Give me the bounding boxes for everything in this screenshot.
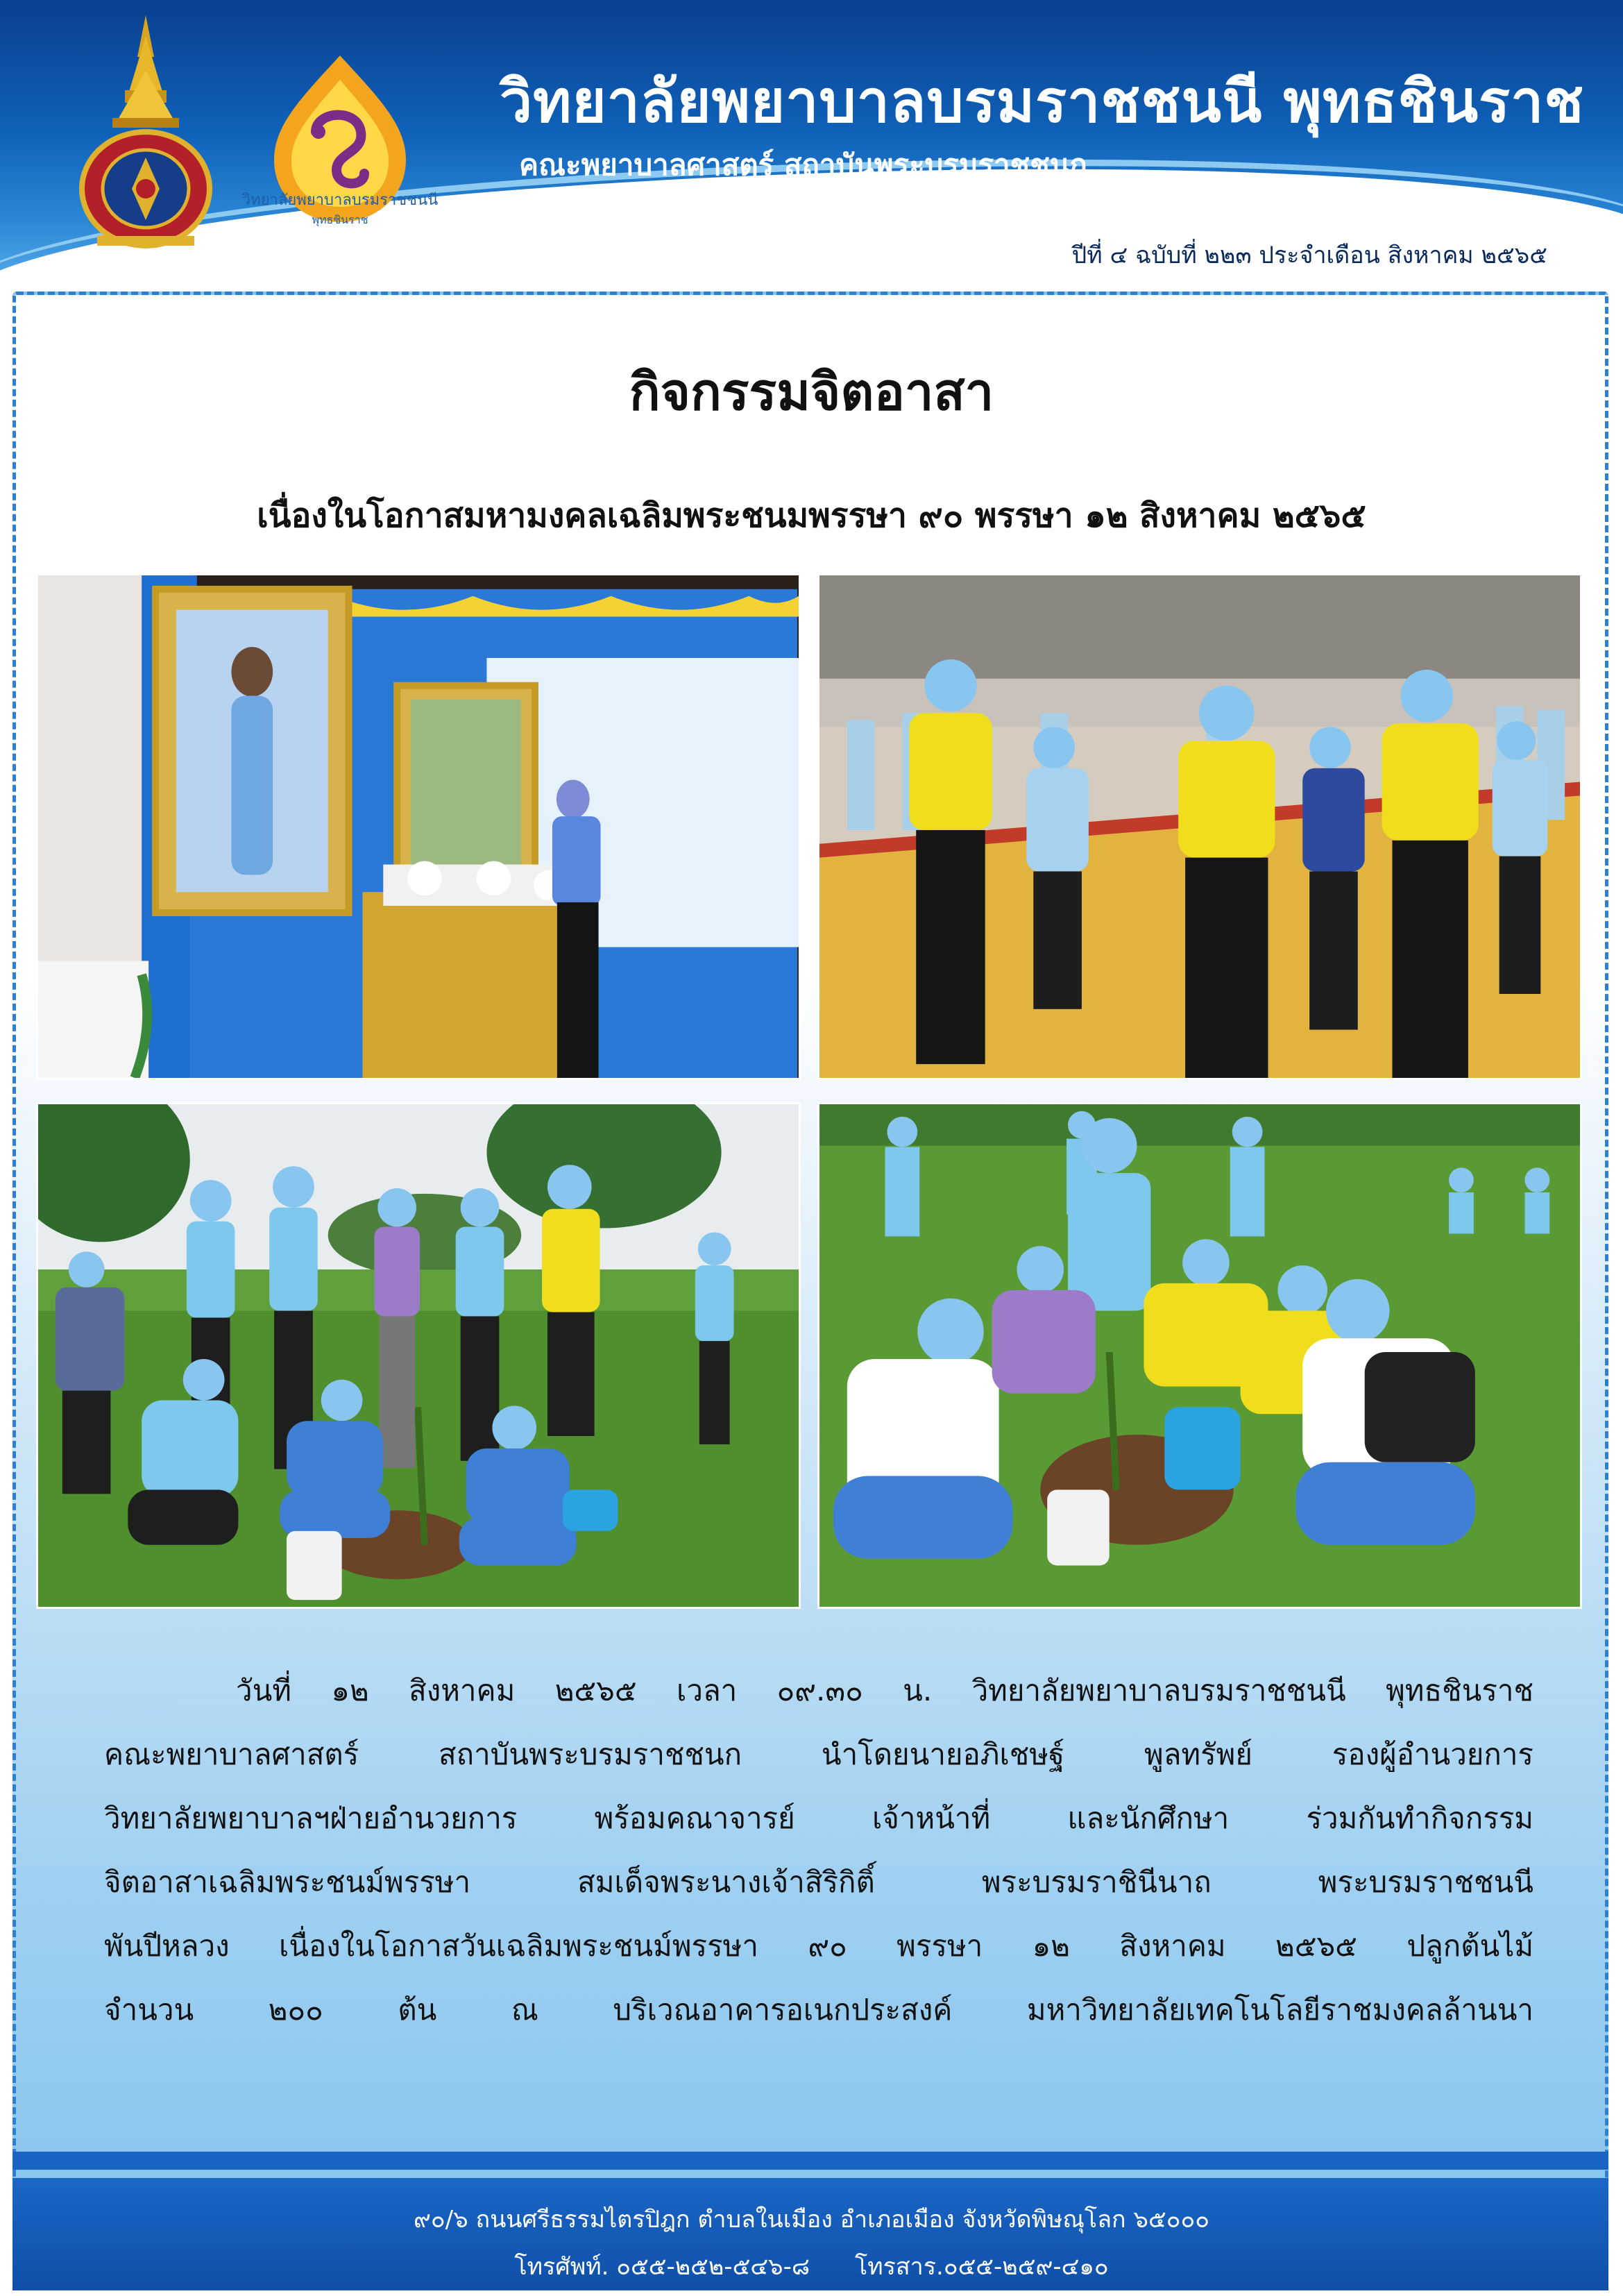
royal-crest-logo bbox=[76, 15, 215, 251]
logo-caption-line1: วิทยาลัยพยาบาลบรมราชชนนี bbox=[241, 192, 439, 209]
footer-phone: โทรศัพท์. ๐๕๕-๒๕๒-๕๔๖-๘ โทรสาร.๐๕๕-๒๕๙-๔๑๐ bbox=[514, 2253, 1109, 2281]
article-title: กิจกรรมจิตอาสา bbox=[629, 362, 994, 422]
college-logo-caption bbox=[239, 191, 441, 230]
photo-portrait-ceremony bbox=[36, 573, 801, 1080]
body-line: วันที่ ๑๒ สิงหาคม ๒๕๖๕ เวลา ๐๙.๓๐ น. วิทยาลัยพยาบาลบรมราชชนนี พุทธชินราช bbox=[236, 1673, 1533, 1707]
photo-tree-planting-group bbox=[36, 1102, 801, 1609]
footer-address: ๙๐/๖ ถนนศรีธรรมไตรปิฎก ตำบลในเมือง อำเภอเมือง จังหวัดพิษณุโลก ๖๕๐๐๐ bbox=[413, 2206, 1209, 2234]
body-line: คณะพยาบาลศาสตร์ สถาบันพระบรมราชชนก นำโดยนายอภิเชษฐ์ พูลทรัพย์ รองผู้อำนวยการ bbox=[104, 1737, 1533, 1771]
photo-tree-planting-closeup bbox=[817, 1102, 1582, 1609]
photo-salute-group bbox=[817, 573, 1582, 1080]
body-line: พันปีหลวง เนื่องในโอกาสวันเฉลิมพระชนม์พรรษา ๙๐ พรรษา ๑๒ สิงหาคม ๒๕๖๕ ปลูกต้นไม้ bbox=[104, 1929, 1533, 1963]
body-line: จิตอาสาเฉลิมพระชนม์พรรษา สมเด็จพระนางเจ้าสิริกิติ์ พระบรมราชินีนาถ พระบรมราชชนนี bbox=[104, 1865, 1533, 1899]
faculty-name: คณะพยาบาลศาสตร์ สถาบันพระบรมราชชนก bbox=[519, 148, 1087, 182]
logo-caption-line2: พุทธชินราช bbox=[312, 213, 368, 226]
footer-accent-bar bbox=[12, 2152, 1608, 2170]
article-body bbox=[104, 1659, 1533, 2042]
college-name: วิทยาลัยพยาบาลบรมราชชนนี พุทธชินราช bbox=[500, 67, 1585, 135]
issue-info: ปีที่ ๔ ฉบับที่ ๒๒๓ ประจำเดือน สิงหาคม ๒๕๖๕ bbox=[1071, 242, 1547, 269]
article-subtitle: เนื่องในโอกาสมหามงคลเฉลิมพระชนมพรรษา ๙๐ พรรษา ๑๒ สิงหาคม ๒๕๖๕ bbox=[257, 496, 1366, 535]
body-line: วิทยาลัยพยาบาลฯฝ่ายอำนวยการ พร้อมคณาจารย์ เจ้าหน้าที่ และนักศึกษา ร่วมกันทำกิจกรรม bbox=[104, 1801, 1533, 1835]
body-line: จำนวน ๒๐๐ ต้น ณ บริเวณอาคารอเนกประสงค์ มหาวิทยาลัยเทคโนโลยีราชมงคลล้านนา bbox=[104, 1993, 1533, 2027]
